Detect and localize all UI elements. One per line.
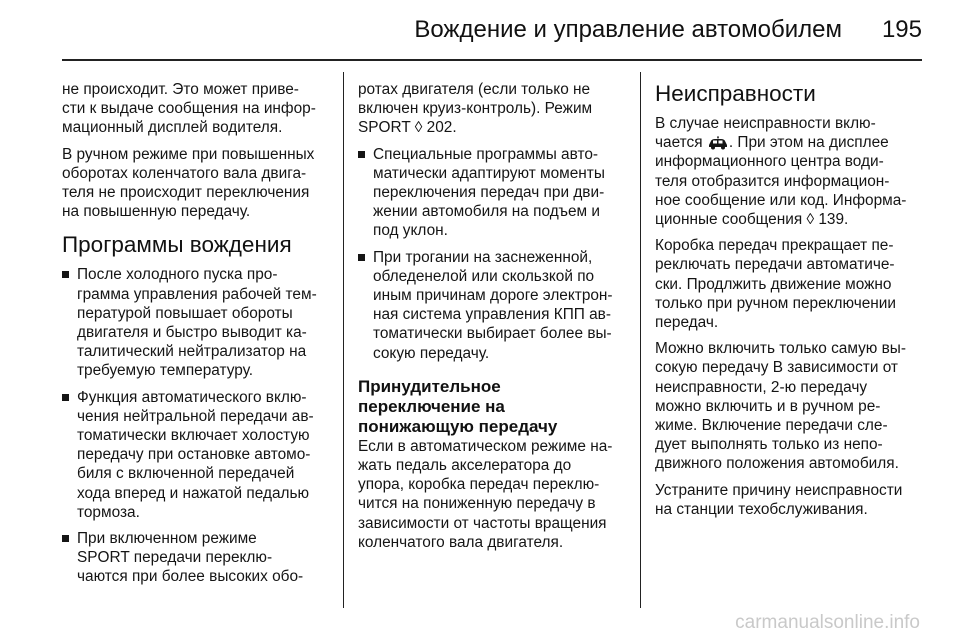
text-line: упора, коробка передач переклю- <box>358 476 600 494</box>
reference-text: ционные сообщения <box>655 211 803 229</box>
text-line: неисправности, 2-ю передачу <box>655 378 868 396</box>
text-line: грамма управления рабочей тем- <box>77 285 317 303</box>
text-line: сти к выдаче сообщения на инфор- <box>62 100 316 118</box>
list-item <box>62 265 334 380</box>
text-line: В ручном режиме при повышенных <box>62 145 315 163</box>
heading-line: Принудительное <box>358 376 501 396</box>
column-2 <box>358 80 633 559</box>
text-line: передач. <box>655 314 719 332</box>
text-line: ски. Продлжить движение можно <box>655 275 892 293</box>
text-line: требуемую температуру. <box>77 362 254 380</box>
text-line: Коробка передач прекращает пе- <box>655 237 894 255</box>
text-line: сокую передачу. <box>373 344 490 362</box>
text-line: матически адаптируют моменты <box>373 164 605 182</box>
column-divider-2 <box>640 72 641 608</box>
bullet-square-icon <box>62 271 69 278</box>
bullet-square-icon <box>358 254 365 261</box>
text-line: Можно включить только самую вы- <box>655 340 906 358</box>
text-line: Специальные программы авто- <box>373 145 599 163</box>
text-line: ная система управления КПП ав- <box>373 306 611 324</box>
watermark: carmanualsonline.info <box>735 612 920 633</box>
text-line: После холодного пуска про- <box>77 266 278 284</box>
bullet-square-icon <box>62 535 69 542</box>
list-item <box>62 388 334 522</box>
text-line: тормоза. <box>77 503 140 521</box>
column-1 <box>62 80 334 594</box>
text-line: пературой повышает обороты <box>77 304 293 322</box>
text-line: Функция автоматического вклю- <box>77 388 307 406</box>
list-item <box>358 248 633 363</box>
page-title: Вождение и управление автомобилем <box>414 16 842 43</box>
page-header <box>0 0 960 60</box>
gearbox-fault-car-icon <box>707 136 729 150</box>
reference-text: SPORT <box>358 119 411 137</box>
text-line: чения нейтральной передачи ав- <box>77 407 314 425</box>
reference-arrow-icon: ◊ <box>806 211 815 229</box>
text-fragment: чается <box>655 134 703 152</box>
text-line: мационный дисплей водителя. <box>62 119 283 137</box>
list-item <box>62 529 334 587</box>
text-line: включен круиз-контроль). Режим <box>358 100 593 118</box>
text-line: на повышенную передачу. <box>62 203 251 221</box>
text-line <box>655 210 927 229</box>
text-line: только при ручном переключении <box>655 294 896 312</box>
text-line <box>655 133 927 152</box>
section-heading: Программы вождения <box>62 232 292 258</box>
text-line: При включенном режиме <box>77 530 257 548</box>
text-line: чится на пониженную передачу в <box>358 495 596 513</box>
text-line: под уклон. <box>373 222 448 240</box>
text-line: При трогании на заснеженной, <box>373 248 593 266</box>
text-line: на станции техобслуживания. <box>655 500 868 518</box>
text-line: зависимости от частоты вращения <box>358 514 607 532</box>
bullet-square-icon <box>62 394 69 401</box>
paragraph <box>655 114 927 229</box>
text-line: сокую передачу В зависимости от <box>655 359 898 377</box>
text-line: передачу при остановке автомо- <box>77 446 311 464</box>
text-line: коленчатого вала двигателя. <box>358 533 564 551</box>
paragraph <box>358 437 633 552</box>
text-line: двигателя и быстро выводит ка- <box>77 324 307 342</box>
text-line <box>358 118 633 137</box>
text-line: оборотах коленчатого вала двига- <box>62 164 307 182</box>
text-line: иным причинам дороге электрон- <box>373 287 613 305</box>
reference-arrow-icon: ◊ <box>414 119 423 137</box>
column-divider-1 <box>343 72 344 608</box>
section-heading: Неисправности <box>655 81 816 106</box>
text-line: жении автомобиля на подъем и <box>373 203 600 221</box>
text-line: можно включить и в ручном ре- <box>655 397 881 415</box>
text-line: талитический нейтрализатор на <box>77 343 307 361</box>
text-line: биля с включенной передачей <box>77 465 295 483</box>
text-line: хода вперед и нажатой педалью <box>77 484 310 502</box>
bullet-square-icon <box>358 151 365 158</box>
text-line: жать педаль акселератора до <box>358 457 572 475</box>
heading-line: переключение на <box>358 396 505 416</box>
page-number: 195 <box>881 16 922 43</box>
text-line: ное сообщение или код. Информа- <box>655 191 907 209</box>
text-line: информационного центра води- <box>655 153 884 171</box>
text-line: переключения передач при дви- <box>373 184 605 202</box>
paragraph <box>655 236 927 332</box>
text-line: томатически выбирает более вы- <box>373 325 612 343</box>
text-line: В случае неисправности вклю- <box>655 115 876 132</box>
header-rule <box>62 59 922 61</box>
text-line: томатически включает холостую <box>77 427 310 445</box>
text-line: не происходит. Это может приве- <box>62 81 299 98</box>
subsection-heading <box>358 377 633 437</box>
text-line: Устраните причину неисправности <box>655 481 903 499</box>
paragraph <box>62 80 334 138</box>
text-line: SPORT передачи переклю- <box>77 549 273 567</box>
text-line: теля отобразится информацион- <box>655 172 890 190</box>
paragraph <box>655 481 927 519</box>
paragraph <box>62 145 334 222</box>
text-line: чаются при более высоких обо- <box>77 568 304 586</box>
column-3 <box>655 80 927 526</box>
text-line: Если в автоматическом режиме на- <box>358 437 613 455</box>
paragraph <box>655 339 927 473</box>
text-line: теля не происходит переключения <box>62 184 310 202</box>
text-line: жиме. Включение передачи сле- <box>655 417 888 435</box>
text-line: обледенелой или скользкой по <box>373 267 595 285</box>
text-fragment: . При этом на дисплее <box>728 134 889 152</box>
text-line: реключать передачи автоматиче- <box>655 256 895 274</box>
reference-page-link[interactable]: 202. <box>426 119 457 137</box>
text-line: движного положения автомобиля. <box>655 455 899 473</box>
reference-page-link[interactable]: 139. <box>818 211 849 229</box>
heading-line: понижающую передачу <box>358 416 558 436</box>
paragraph <box>358 80 633 138</box>
text-line: ротах двигателя (если только не <box>358 81 591 98</box>
text-line: дует выполнять только из непо- <box>655 436 883 454</box>
list-item <box>358 145 633 241</box>
